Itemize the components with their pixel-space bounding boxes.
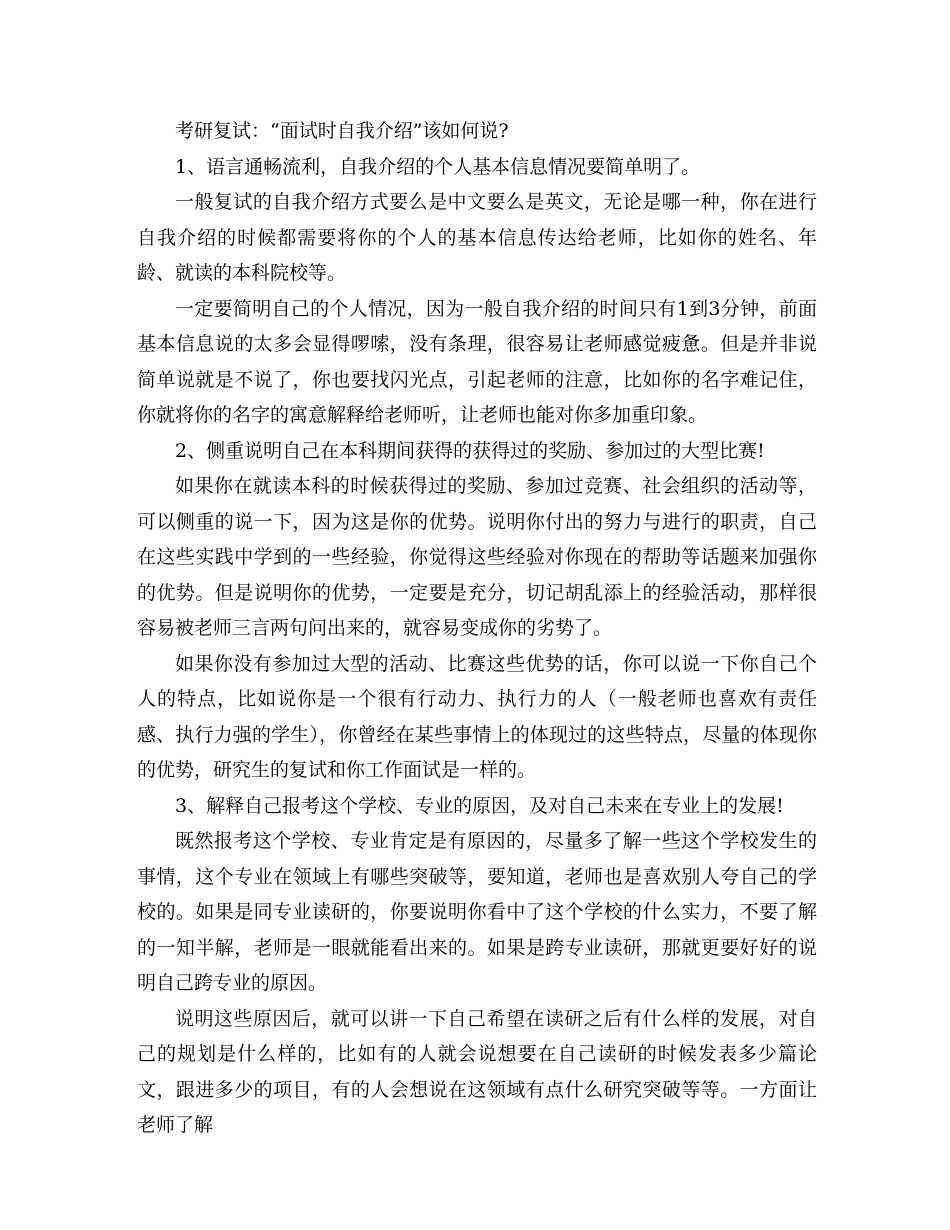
section-heading-2: 2、侧重说明自己在本科期间获得的获得过的奖励、参加过的大型比赛! bbox=[175, 439, 765, 462]
document-body bbox=[137, 114, 817, 1144]
section-heading-1: 1、语言通畅流利，自我介绍的个人基本信息情况要简单明了。 bbox=[175, 155, 701, 178]
body-paragraph: 说明这些原因后，就可以讲一下自己希望在读研之后有什么样的发展，对自己的规划是什么样的，比如有的人就会说想要在自己读研的时候发表多少篇论文，跟进多少的项目，有的人会想说在这领域有点什么研究突破等等。一方面让老师了解 bbox=[137, 1007, 817, 1136]
body-paragraph: 一定要简明自己的个人情况，因为一般自我介绍的时间只有1到3分钟，前面基本信息说的太多会显得啰嗦，没有条理，很容易让老师感觉疲惫。但是并非说简单说就是不说了，你也要找闪光点，引起老师的注意，比如你的名字难记住，你就将你的名字的寓意解释给老师听，让老师也能对你多加重印象。 bbox=[137, 297, 817, 426]
section-heading-3: 3、解释自己报考这个学校、专业的原因，及对自己未来在专业上的发展! bbox=[175, 794, 784, 817]
body-paragraph: 如果你在就读本科的时候获得过的奖励、参加过竞赛、社会组织的活动等，可以侧重的说一下，因为这是你的优势。说明你付出的努力与进行的职责，自己在这些实践中学到的一些经验，你觉得这些经验对你现在的帮助等话题来加强你的优势。但是说明你的优势，一定要是充分，切记胡乱添上的经验活动，那样很容易被老师三言两句问出来的，就容易变成你的劣势了。 bbox=[137, 475, 817, 639]
document-title: 考研复试：“面试时自我介绍”该如何说? bbox=[175, 120, 509, 142]
body-paragraph: 既然报考这个学校、专业肯定是有原因的，尽量多了解一些这个学校发生的事情，这个专业在领域上有哪些突破等，要知道，老师也是喜欢别人夸自己的学校的。如果是同专业读研的，你要说明你看中了这个学校的什么实力，不要了解的一知半解，老师是一眼就能看出来的。如果是跨专业读研，那就更要好好的说明自己跨专业的原因。 bbox=[137, 830, 817, 994]
body-paragraph: 一般复试的自我介绍方式要么是中文要么是英文，无论是哪一种，你在进行自我介绍的时候都需要将你的个人的基本信息传达给老师，比如你的姓名、年龄、就读的本科院校等。 bbox=[137, 191, 817, 284]
body-paragraph: 如果你没有参加过大型的活动、比赛这些优势的话，你可以说一下你自己个人的特点，比如说你是一个很有行动力、执行力的人（一般老师也喜欢有责任感、执行力强的学生），你曾经在某些事情上的体现过的这些特点，尽量的体现你的优势，研究生的复试和你工作面试是一样的。 bbox=[137, 652, 817, 781]
